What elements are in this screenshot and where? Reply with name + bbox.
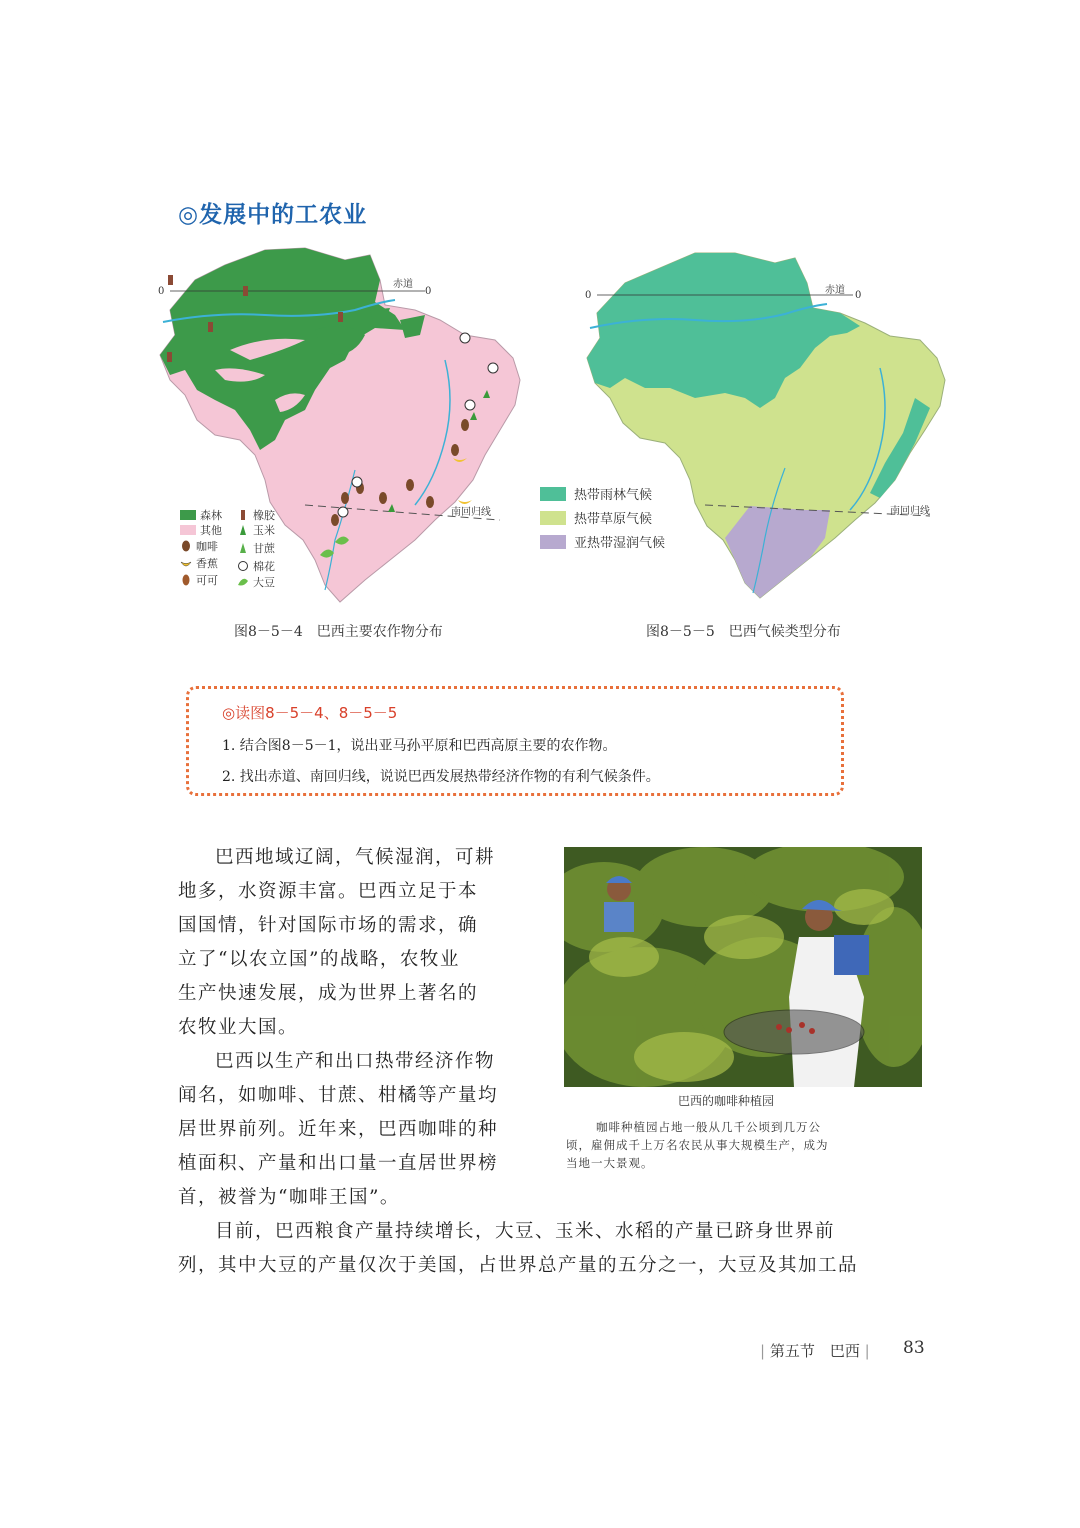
text-line: 植面积、产量和出口量一直居世界榜 bbox=[178, 1153, 499, 1174]
photo-caption: 巴西的咖啡种植园 bbox=[678, 1094, 775, 1108]
banana-icon bbox=[180, 557, 192, 569]
map1-caption: 图8－5－4 巴西主要农作物分布 bbox=[234, 624, 443, 640]
map2-caption: 图8－5－5 巴西气候类型分布 bbox=[646, 624, 841, 640]
rubber-icon bbox=[237, 509, 249, 521]
legend-forest: 森林 bbox=[180, 507, 222, 523]
soybean-icon bbox=[237, 576, 249, 588]
equator-right-value: 0 bbox=[425, 286, 432, 297]
legend-coffee: 咖啡 bbox=[180, 538, 218, 554]
footer-section: | 第五节 巴西 | bbox=[760, 1342, 870, 1360]
note-line: 顷，雇佣成千上万名农民从事大规模生产，成为 bbox=[566, 1138, 829, 1152]
coffee-plantation-photo bbox=[564, 847, 922, 1087]
other-swatch bbox=[180, 525, 196, 535]
note-line: 当地一大景观。 bbox=[566, 1156, 654, 1170]
legend-sugarcane: 甘蔗 bbox=[237, 540, 275, 556]
text-line: 首，被誉为“咖啡王国”。 bbox=[178, 1187, 400, 1208]
climate-type-map bbox=[585, 248, 955, 608]
text-line: 立了“以农立国”的战略，农牧业 bbox=[178, 949, 460, 970]
read-activity-title: ◎读图8－5－4、8－5－5 bbox=[222, 704, 398, 722]
subtropical-swatch bbox=[540, 535, 566, 549]
legend-banana: 香蕉 bbox=[180, 555, 218, 571]
legend-cocoa: 可可 bbox=[180, 572, 218, 588]
sugarcane-icon bbox=[237, 542, 249, 554]
tropic-label: 南回归线 bbox=[890, 506, 930, 517]
section-title: ◎发展中的工农业 bbox=[178, 202, 368, 228]
legend-corn: 玉米 bbox=[237, 522, 275, 538]
divider: | bbox=[760, 1342, 766, 1360]
cotton-icon bbox=[237, 560, 249, 572]
text-line: 巴西以生产和出口热带经济作物 bbox=[215, 1051, 496, 1072]
equator-label: 赤道 bbox=[393, 279, 413, 290]
read-activity-item: 2. 找出赤道、南回归线，说说巴西发展热带经济作物的有利气候条件。 bbox=[222, 769, 660, 785]
text-line: 目前，巴西粮食产量持续增长，大豆、玉米、水稻的产量已跻身世界前 bbox=[215, 1221, 836, 1242]
legend-cotton: 棉花 bbox=[237, 558, 275, 574]
equator-left-value: 0 bbox=[585, 290, 592, 301]
text-line: 居世界前列。近年来，巴西咖啡的种 bbox=[178, 1119, 499, 1140]
legend-soybean: 大豆 bbox=[237, 574, 275, 590]
page-number: 83 bbox=[903, 1338, 925, 1358]
legend-rainforest: 热带雨林气候 bbox=[540, 484, 652, 503]
forest-swatch bbox=[180, 510, 196, 520]
text-line: 闻名，如咖啡、甘蔗、柑橘等产量均 bbox=[178, 1085, 499, 1106]
paragraph-1 bbox=[178, 841, 548, 1045]
equator-label: 赤道 bbox=[825, 285, 845, 296]
equator-left-value: 0 bbox=[158, 286, 165, 297]
equator-right-value: 0 bbox=[855, 290, 862, 301]
text-line: 农牧业大国。 bbox=[178, 1017, 299, 1038]
text-line: 生产快速发展，成为世界上著名的 bbox=[178, 983, 479, 1004]
divider: | bbox=[864, 1342, 870, 1360]
legend-savanna: 热带草原气候 bbox=[540, 508, 652, 527]
cocoa-icon bbox=[180, 574, 192, 586]
paragraph-2 bbox=[178, 1045, 548, 1215]
legend-subtropical: 亚热带湿润气候 bbox=[540, 532, 665, 551]
corn-icon bbox=[237, 524, 249, 536]
read-activity-item: 1. 结合图8－5－1，说出亚马孙平原和巴西高原主要的农作物。 bbox=[222, 738, 617, 754]
paragraph-3 bbox=[178, 1215, 938, 1283]
text-line: 国国情，针对国际市场的需求，确 bbox=[178, 915, 479, 936]
photo-note bbox=[566, 1118, 926, 1172]
savanna-swatch bbox=[540, 511, 566, 525]
coffee-icon bbox=[180, 540, 192, 552]
text-line: 列，其中大豆的产量仅次于美国，占世界总产量的五分之一，大豆及其加工品 bbox=[178, 1255, 859, 1276]
note-line: 咖啡种植园占地一般从几千公顷到几万公 bbox=[596, 1120, 821, 1134]
legend-other: 其他 bbox=[180, 522, 222, 538]
rainforest-swatch bbox=[540, 487, 566, 501]
text-line: 巴西地域辽阔，气候湿润，可耕 bbox=[215, 847, 496, 868]
tropic-label: 南回归线 bbox=[451, 507, 491, 518]
legend-rubber: 橡胶 bbox=[237, 507, 275, 523]
text-line: 地多，水资源丰富。巴西立足于本 bbox=[178, 881, 479, 902]
